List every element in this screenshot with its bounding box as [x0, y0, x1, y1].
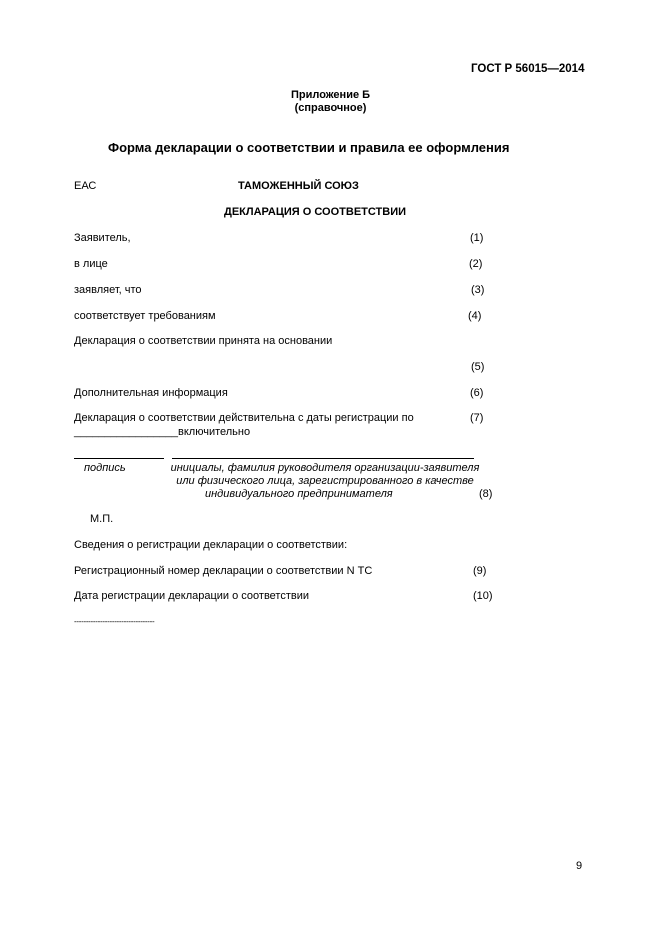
page-number: 9 — [576, 860, 583, 872]
standard-code: ГОСТ Р 56015—2014 — [471, 63, 585, 75]
signatory-label-line2: или физического лица, зарегистрированного в качестве — [176, 475, 474, 487]
registration-heading: Сведения о регистрации декларации о соответствии: — [74, 539, 348, 551]
appendix-heading — [0, 89, 661, 115]
appendix-title: Приложение Б — [290, 89, 371, 101]
eac-mark: ЕАС — [74, 180, 97, 192]
appendix-subtitle: (справочное) — [294, 102, 367, 114]
declaration-title: ДЕКЛАРАЦИЯ О СООТВЕТСТВИИ — [224, 206, 407, 218]
field-declares-number: (3) — [471, 284, 485, 296]
field-applicant-label: Заявитель, — [74, 232, 131, 244]
field-basis-number: (5) — [471, 361, 485, 373]
field-requirements-label: соответствует требованиям — [74, 310, 216, 322]
customs-union-heading: ТАМОЖЕННЫЙ СОЮЗ — [238, 180, 359, 192]
signatory-label-line1: инициалы, фамилия руководителя организации-заявителя — [170, 462, 480, 474]
registration-date-label: Дата регистрации декларации о соответствии — [74, 590, 310, 602]
registration-number-label: Регистрационный номер декларации о соответствии N ТС — [74, 565, 373, 577]
field-declares-label: заявляет, что — [74, 284, 142, 296]
field-requirements-number: (4) — [468, 310, 482, 322]
field-additional-info-label: Дополнительная информация — [74, 387, 228, 399]
registration-date-number: (10) — [473, 590, 493, 602]
signature-line — [74, 458, 164, 459]
registration-number-number: (9) — [473, 565, 487, 577]
signature-label: подпись — [84, 462, 126, 474]
field-validity-label: Декларация о соответствии действительна с даты регистрации по — [74, 412, 414, 424]
field-basis-label: Декларация о соответствии принята на основании — [74, 335, 333, 347]
signatory-label-line3: индивидуального предпринимателя — [205, 488, 393, 500]
field-applicant-number: (1) — [470, 232, 484, 244]
name-line — [172, 458, 474, 459]
stamp-place: М.П. — [90, 513, 114, 525]
field-represented-by-label: в лице — [74, 258, 108, 270]
signature-number: (8) — [479, 488, 493, 500]
form-title: Форма декларации о соответствии и правила ее оформления — [108, 140, 510, 155]
field-validity-suffix: _________________включительно — [74, 426, 251, 438]
field-additional-info-number: (6) — [470, 387, 484, 399]
field-validity-number: (7) — [470, 412, 484, 424]
field-represented-by-number: (2) — [469, 258, 483, 270]
footnote-separator: ---------------------------------- — [74, 617, 155, 626]
